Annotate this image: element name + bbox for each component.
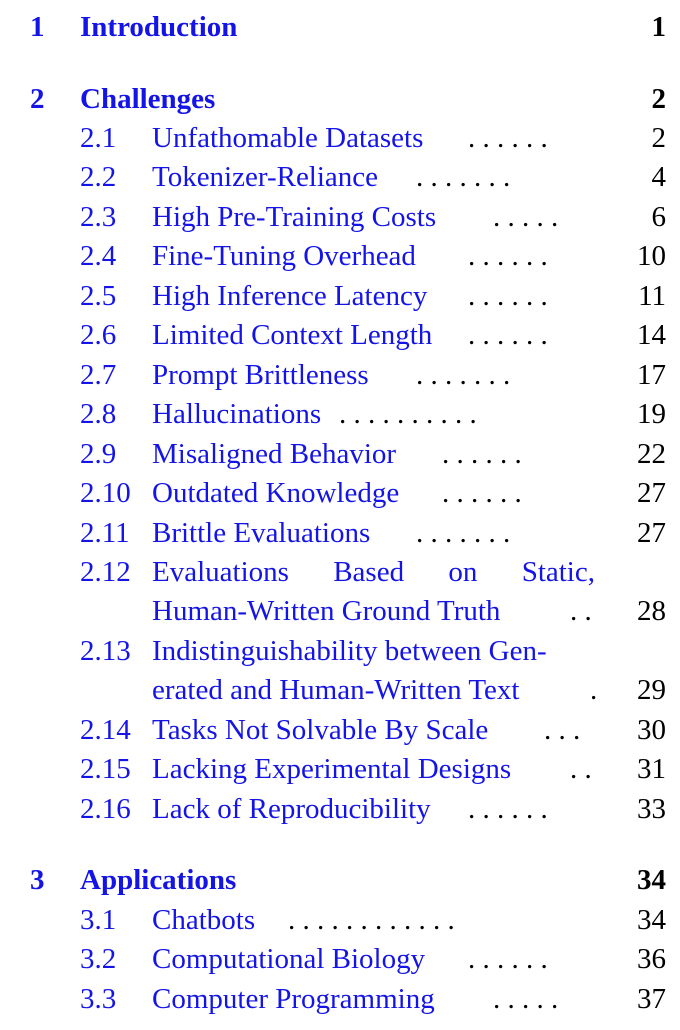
- subsection-title[interactable]: Lack of Reproducibility: [152, 793, 431, 825]
- subsection-title[interactable]: Hallucinations: [152, 398, 322, 430]
- subsection-page: 37: [637, 983, 666, 1015]
- subsection-page: 33: [637, 793, 666, 825]
- subsection-number: 2.8: [80, 398, 117, 430]
- leader-dots: .: [590, 674, 598, 706]
- subsection-number: 3.2: [80, 943, 117, 975]
- subsection-number: 2.4: [80, 240, 117, 272]
- subsection-number: 2.7: [80, 359, 117, 391]
- subsection-page: 27: [637, 517, 666, 549]
- leader-dots: . . . . . . .: [416, 517, 511, 549]
- leader-dots: . . . . . .: [442, 477, 522, 509]
- subsection-title[interactable]: Limited Context Length: [152, 319, 433, 351]
- leader-dots: . . . . .: [493, 201, 559, 233]
- subsection-title[interactable]: High Inference Latency: [152, 280, 428, 312]
- subsection-title[interactable]: Outdated Knowledge: [152, 477, 400, 509]
- section-number: 1: [30, 11, 45, 43]
- leader-dots: . . . . .: [493, 983, 559, 1015]
- subsection-number: 3.1: [80, 904, 117, 936]
- leader-dots: . .: [570, 753, 592, 785]
- leader-dots: . . . . . .: [442, 438, 522, 470]
- subsection-title[interactable]: Brittle Evaluations: [152, 517, 371, 549]
- section-title[interactable]: Applications: [80, 864, 237, 896]
- subsection-page: 6: [651, 201, 666, 233]
- subsection-title[interactable]: Fine-Tuning Overhead: [152, 240, 416, 272]
- leader-dots: . . . . . .: [468, 240, 548, 272]
- word: Evaluations: [152, 556, 289, 588]
- leader-dots: . .: [570, 595, 592, 627]
- subsection-page: 10: [637, 240, 666, 272]
- subsection-title[interactable]: Prompt Brittleness: [152, 359, 369, 391]
- subsection-title[interactable]: High Pre-Training Costs: [152, 201, 437, 233]
- subsection-page: 11: [638, 280, 666, 312]
- subsection-page: 36: [637, 943, 666, 975]
- subsection-title[interactable]: Computational Biology: [152, 943, 426, 975]
- subsection-page: 19: [637, 398, 666, 430]
- section-number: 3: [30, 864, 45, 896]
- subsection-page: 28: [637, 595, 666, 627]
- subsection-title-line-1[interactable]: [152, 555, 595, 589]
- section-title[interactable]: Challenges: [80, 83, 216, 115]
- leader-dots: . . . . . . . . . . . .: [288, 904, 455, 936]
- section-number: 2: [30, 83, 45, 115]
- leader-dots: . . .: [544, 714, 581, 746]
- subsection-number: 2.5: [80, 280, 117, 312]
- subsection-title[interactable]: Computer Programming: [152, 983, 435, 1015]
- subsection-title-line-2[interactable]: erated and Human-Written Text: [152, 674, 520, 706]
- subsection-title[interactable]: Unfathomable Datasets: [152, 122, 424, 154]
- subsection-page: 34: [637, 904, 666, 936]
- leader-dots: . . . . . .: [468, 943, 548, 975]
- subsection-page: 29: [637, 674, 666, 706]
- section-page: 34: [637, 864, 666, 896]
- subsection-page: 14: [637, 319, 666, 351]
- subsection-page: 2: [651, 122, 666, 154]
- word: on: [448, 556, 478, 588]
- subsection-page: 22: [637, 438, 666, 470]
- subsection-title-line-2[interactable]: Human-Written Ground Truth: [152, 595, 501, 627]
- leader-dots: . . . . . . .: [416, 161, 511, 193]
- subsection-number: 2.15: [80, 753, 131, 785]
- leader-dots: . . . . . .: [468, 280, 548, 312]
- subsection-number: 2.12: [80, 556, 131, 588]
- subsection-number: 2.13: [80, 635, 131, 667]
- subsection-number: 2.1: [80, 122, 117, 154]
- subsection-page: 4: [651, 161, 666, 193]
- subsection-number: 2.14: [80, 714, 131, 746]
- subsection-page: 30: [637, 714, 666, 746]
- section-page: 1: [651, 11, 666, 43]
- subsection-number: 2.10: [80, 477, 131, 509]
- subsection-title[interactable]: Tokenizer-Reliance: [152, 161, 379, 193]
- leader-dots: . . . . . . . . . .: [339, 398, 477, 430]
- subsection-number: 2.9: [80, 438, 117, 470]
- word: Static,: [521, 556, 595, 588]
- subsection-number: 2.6: [80, 319, 117, 351]
- subsection-number: 2.2: [80, 161, 117, 193]
- subsection-number: 3.3: [80, 983, 117, 1015]
- subsection-page: 27: [637, 477, 666, 509]
- subsection-title-line-1[interactable]: Indistinguishability between Gen-: [152, 635, 547, 667]
- subsection-number: 2.3: [80, 201, 117, 233]
- subsection-number: 2.16: [80, 793, 131, 825]
- subsection-title[interactable]: Lacking Experimental Designs: [152, 753, 512, 785]
- subsection-page: 31: [637, 753, 666, 785]
- subsection-page: 17: [637, 359, 666, 391]
- subsection-number: 2.11: [80, 517, 130, 549]
- word: Based: [333, 556, 405, 588]
- leader-dots: . . . . . .: [468, 793, 548, 825]
- leader-dots: . . . . . .: [468, 122, 548, 154]
- leader-dots: . . . . . . .: [416, 359, 511, 391]
- subsection-title[interactable]: Misaligned Behavior: [152, 438, 397, 470]
- section-title[interactable]: Introduction: [80, 11, 238, 43]
- leader-dots: . . . . . .: [468, 319, 548, 351]
- section-page: 2: [651, 83, 666, 115]
- subsection-title[interactable]: Tasks Not Solvable By Scale: [152, 714, 489, 746]
- subsection-title[interactable]: Chatbots: [152, 904, 256, 936]
